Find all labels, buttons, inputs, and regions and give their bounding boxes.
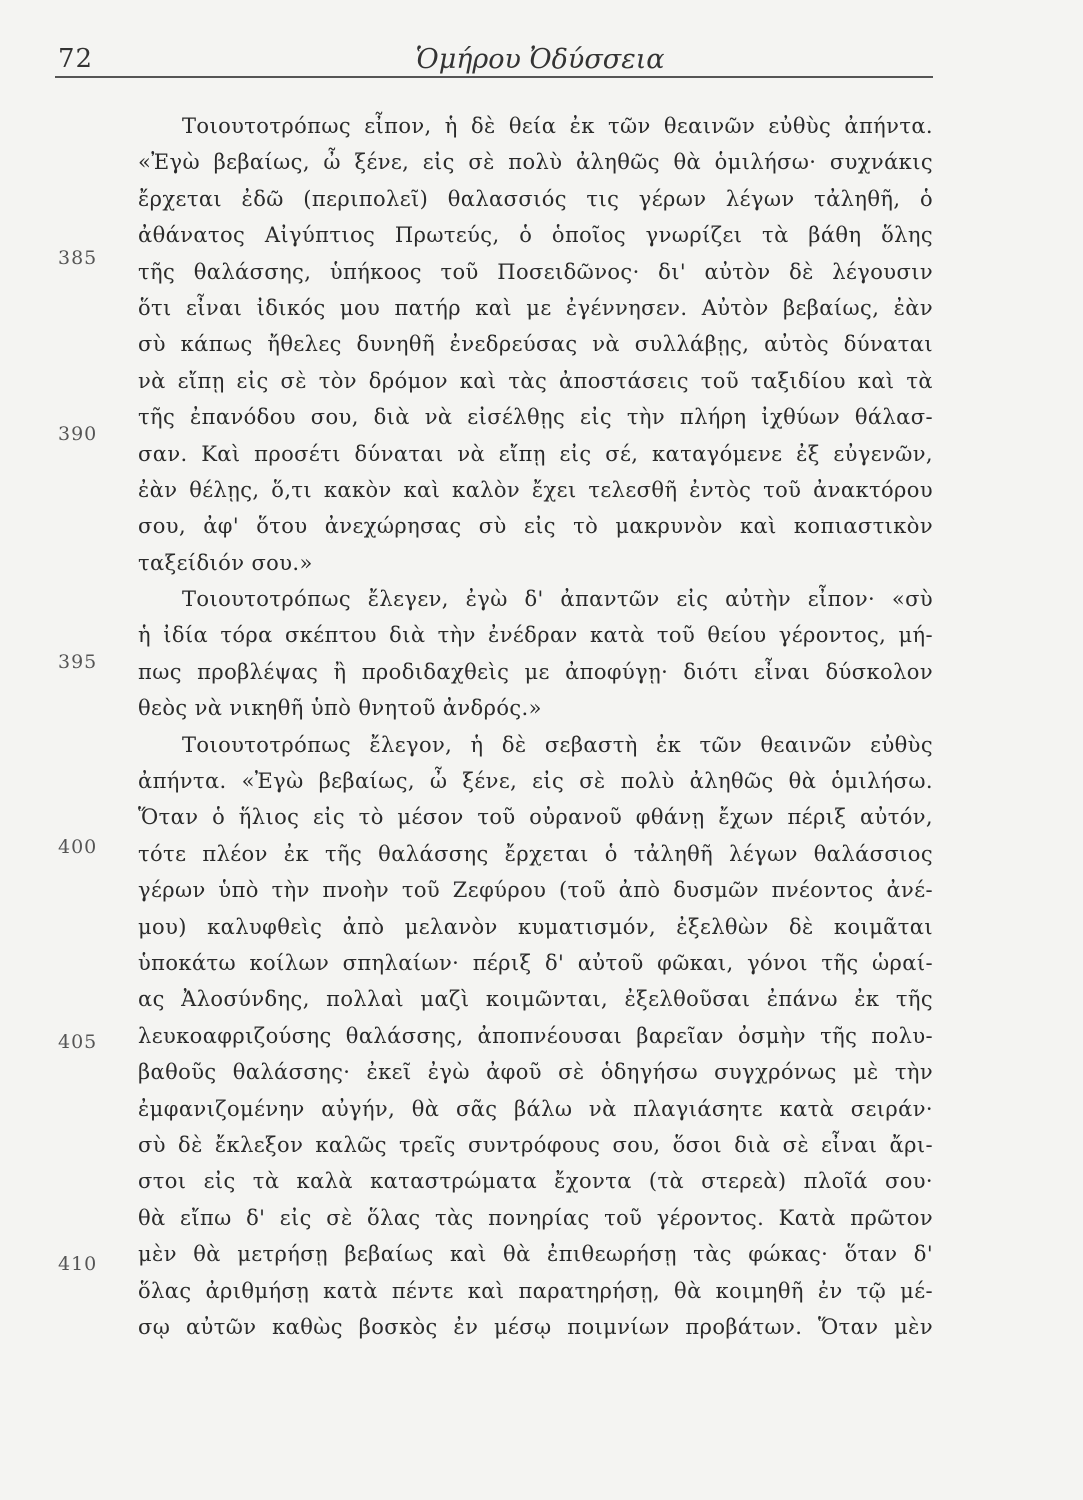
- line-number: 385: [58, 247, 98, 269]
- line-number: 400: [58, 836, 98, 858]
- text-block: [138, 108, 933, 1345]
- text-line: σῳ αὐτῶν καθὼς βοσκὸς ἐν μέσῳ ποιμνίων προβάτων. Ὅταν μὲν: [138, 1314, 933, 1339]
- text-line: ὅτι εἶναι ἰδικός μου πατήρ καὶ με ἐγέννησεν. Αὐτὸν βεβαίως, ἐὰν: [138, 295, 933, 320]
- text-line: ἐὰν θέλῃς, ὅ,τι κακὸν καὶ καλὸν ἔχει τελεσθῆ ἐντὸς τοῦ ἀνακτόρου: [138, 477, 933, 502]
- text-line: τῆς θαλάσσης, ὑπήκοος τοῦ Ποσειδῶνος· δι' αὐτὸν δὲ λέγουσιν: [138, 259, 933, 284]
- text-line: ἐμφανιζομένην αὐγήν, θὰ σᾶς βάλω νὰ πλαγιάσητε κατὰ σειράν·: [138, 1096, 933, 1121]
- running-title: Ὁμήρου Ὀδύσσεια: [415, 44, 665, 75]
- text-line: ὅλας ἀριθμήσῃ κατὰ πέντε καὶ παρατηρήσῃ, θὰ κοιμηθῆ ἐν τῷ μέ-: [138, 1278, 933, 1303]
- text-line: θὰ εἴπω δ' εἰς σὲ ὅλας τὰς πονηρίας τοῦ γέροντος. Κατὰ πρῶτον: [138, 1205, 933, 1230]
- line-number: 390: [58, 423, 98, 445]
- text-line: ὑποκάτω κοίλων σπηλαίων· πέριξ δ' αὐτοῦ φῶκαι, γόνοι τῆς ὡραί-: [138, 950, 933, 975]
- text-line: θεὸς νὰ νικηθῆ ὑπὸ θνητοῦ ἀνδρός.»: [138, 696, 542, 721]
- text-line: ταξείδιόν σου.»: [138, 550, 313, 575]
- text-line: στοι εἰς τὰ καλὰ καταστρώματα ἔχοντα (τὰ στερεὰ) πλοῖά σου·: [138, 1169, 933, 1194]
- text-line: λευκοαφριζούσης θαλάσσης, ἀποπνέουσαι βαρεῖαν ὀσμὴν τῆς πολυ-: [138, 1023, 933, 1048]
- text-line: Τοιουτοτρόπως εἶπον, ἡ δὲ θεία ἐκ τῶν θεαινῶν εὐθὺς ἀπήντα.: [182, 114, 933, 138]
- text-line: ἀπήντα. «Ἐγὼ βεβαίως, ὦ ξένε, εἰς σὲ πολὺ ἀληθῶς θὰ ὁμιλήσω.: [138, 769, 933, 794]
- text-line: Τοιουτοτρόπως ἔλεγον, ἡ δὲ σεβαστὴ ἐκ τῶν θεαινῶν εὐθὺς: [182, 732, 933, 757]
- text-line: ἀθάνατος Αἰγύπτιος Πρωτεύς, ὁ ὁποῖος γνωρίζει τὰ βάθη ὅλης: [138, 223, 933, 248]
- text-line: «Ἐγὼ βεβαίως, ὦ ξένε, εἰς σὲ πολὺ ἀληθῶς θὰ ὁμιλήσω· συχνάκις: [138, 150, 933, 175]
- text-line: ας Ἀλοσύνδης, πολλαὶ μαζὶ κοιμῶνται, ἐξελθοῦσαι ἐπάνω ἐκ τῆς: [138, 987, 933, 1012]
- text-line: ἡ ἰδία τόρα σκέπτου διὰ τὴν ἐνέδραν κατὰ τοῦ θείου γέροντος, μή-: [138, 623, 933, 648]
- text-line: γέρων ὑπὸ τὴν πνοὴν τοῦ Ζεφύρου (τοῦ ἀπὸ δυσμῶν πνέοντος ἀνέ-: [138, 878, 933, 903]
- text-line: Τοιουτοτρόπως ἔλεγεν, ἐγὼ δ' ἀπαντῶν εἰς αὐτὴν εἶπον· «σὺ: [182, 587, 933, 612]
- text-line: μὲν θὰ μετρήσῃ βεβαίως καὶ θὰ ἐπιθεωρήσῃ τὰς φώκας· ὅταν δ': [138, 1242, 933, 1267]
- text-line: βαθοῦς θαλάσσης· ἐκεῖ ἐγὼ ἀφοῦ σὲ ὁδηγήσω συγχρόνως μὲ τὴν: [138, 1060, 933, 1085]
- text-line: μου) καλυφθεὶς ἀπὸ μελανὸν κυματισμόν, ἐξελθὼν δὲ κοιμᾶται: [138, 914, 933, 939]
- text-line: τῆς ἐπανόδου σου, διὰ νὰ εἰσέλθῃς εἰς τὴν πλήρη ἰχθύων θάλασ-: [138, 405, 933, 430]
- header-rule: [55, 76, 933, 78]
- text-line: πως προβλέψας ἢ προδιδαχθεὶς με ἀποφύγῃ· διότι εἶναι δύσκολον: [138, 659, 933, 684]
- text-line: ἔρχεται ἐδῶ (περιπολεῖ) θαλασσιός τις γέρων λέγων τἀληθῆ, ὁ: [138, 186, 933, 211]
- line-number: 395: [58, 651, 98, 673]
- line-number: 410: [58, 1253, 98, 1275]
- text-line: τότε πλέον ἐκ τῆς θαλάσσης ἔρχεται ὁ τἀληθῆ λέγων θαλάσσιος: [138, 841, 933, 866]
- text-line: νὰ εἴπῃ εἰς σὲ τὸν δρόμον καὶ τὰς ἀποστάσεις τοῦ ταξιδίου καὶ τὰ: [138, 368, 933, 393]
- text-line: Ὅταν ὁ ἥλιος εἰς τὸ μέσον τοῦ οὐρανοῦ φθάνῃ ἔχων πέριξ αὐτόν,: [138, 805, 933, 830]
- text-line: σου, ἀφ' ὅτου ἀνεχώρησας σὺ εἰς τὸ μακρυνὸν καὶ κοπιαστικὸν: [138, 514, 933, 539]
- text-line: σὺ κάπως ἤθελες δυνηθῆ ἐνεδρεύσας νὰ συλλάβῃς, αὐτὸς δύναται: [138, 332, 933, 357]
- page-number: 72: [58, 44, 94, 74]
- text-line: σαν. Καὶ προσέτι δύναται νὰ εἴπῃ εἰς σέ, καταγόμενε ἐξ εὐγενῶν,: [138, 441, 933, 466]
- text-line: σὺ δὲ ἔκλεξον καλῶς τρεῖς συντρόφους σου, ὅσοι διὰ σὲ εἶναι ἄρι-: [138, 1132, 933, 1157]
- line-number: 405: [58, 1031, 98, 1053]
